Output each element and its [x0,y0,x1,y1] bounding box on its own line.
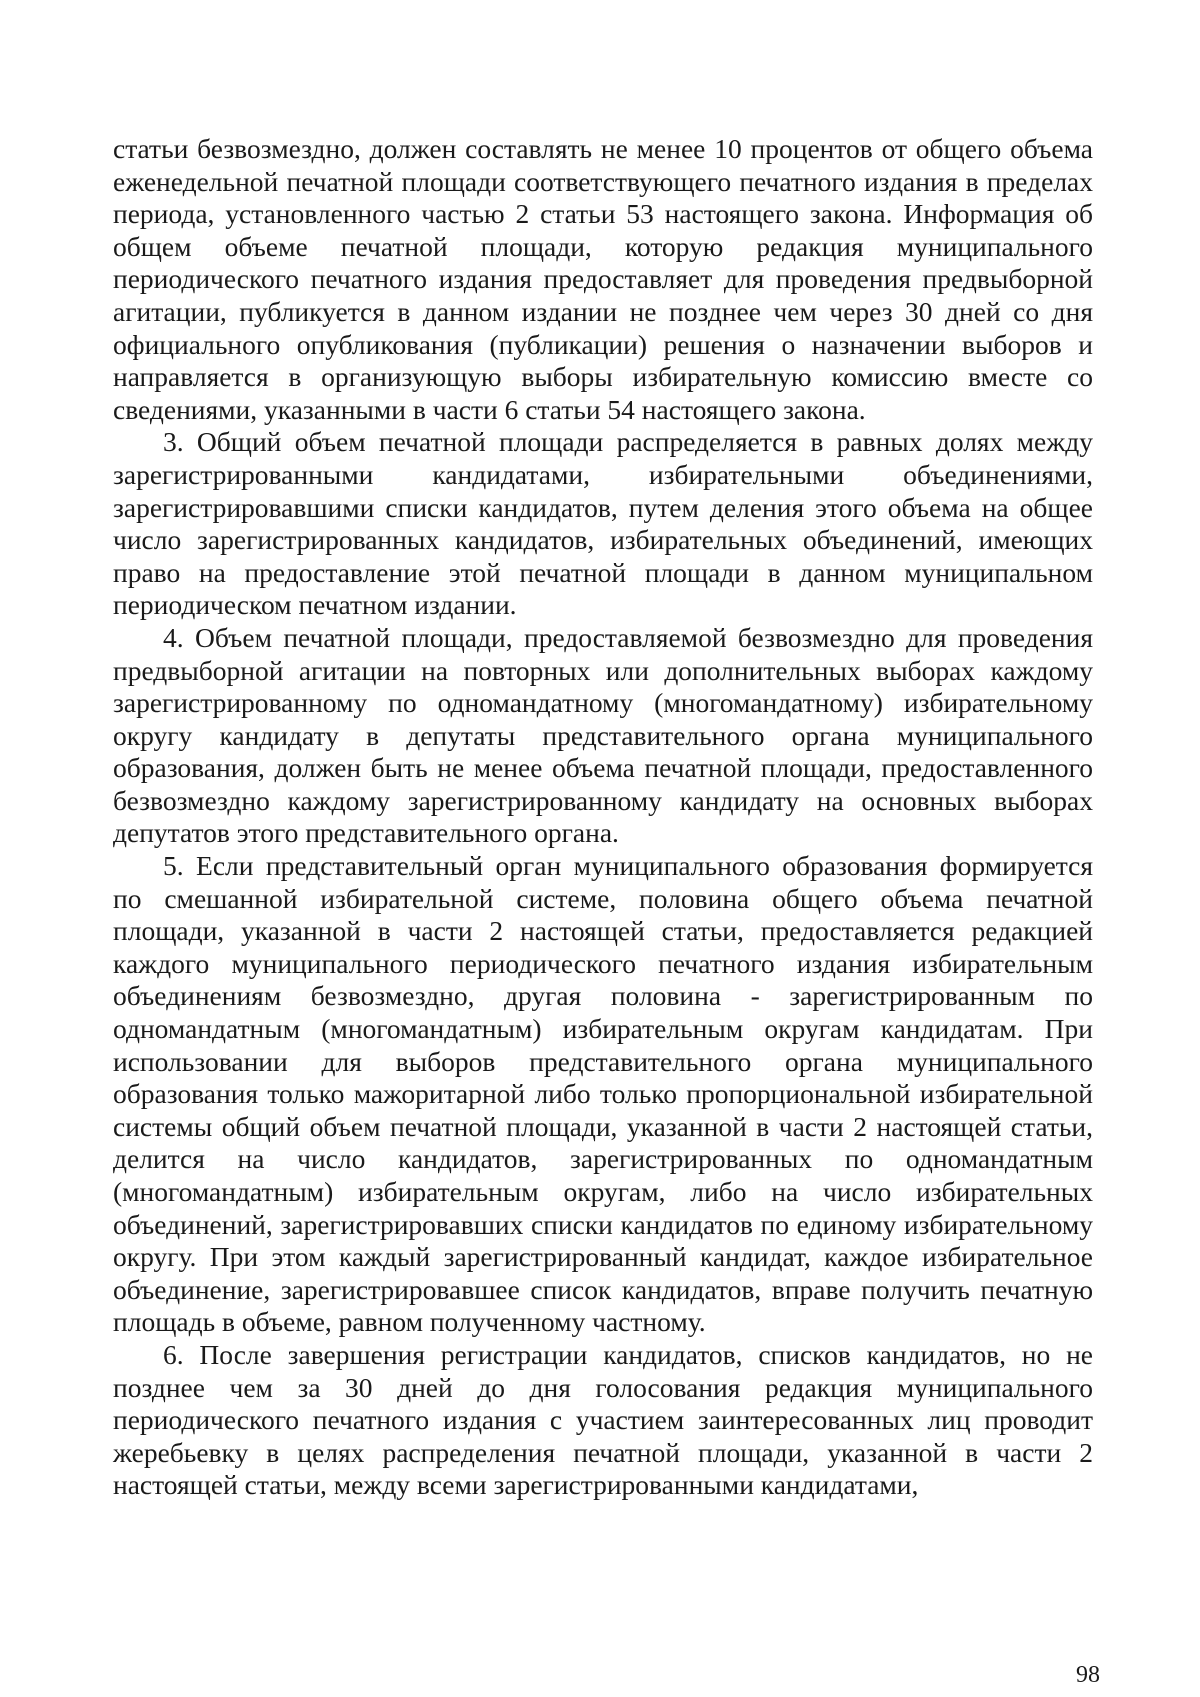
paragraph-item-6: 6. После завершения регистрации кандидатов, списков кандидатов, но не позднее чем за 30 дней до дня голосования редакция муниципального периодического печатного издания с участием заинтересованных лиц проводит жеребьевку в целях распределения печатной площади, указанной в части 2 настоящей статьи, между всеми зарегистрированными кандидатами, [113,1338,1093,1501]
document-body [113,133,1093,1502]
page-number: 98 [1076,1662,1100,1688]
paragraph-item-3: 3. Общий объем печатной площади распределяется в равных долях между зарегистрированными кандидатами, избирательными объединениями, зарегистрировавшими списки кандидатов, путем деления этого объема на общее число зарегистрированных кандидатов, избирательных объединений, имеющих право на предоставление этой печатной площади в данном муниципальном периодическом печатном издании. [113,426,1093,621]
paragraph-continuation: статьи безвозмездно, должен составлять не менее 10 процентов от общего объема еженедельной печатной площади соответствующего печатного издания в пределах периода, установленного частью 2 статьи 53 настоящего закона. Информация об общем объеме печатной площади, которую редакция муниципального периодического печатного издания предоставляет для проведения предвыборной агитации, публикуется в данном издании не позднее чем через 30 дней со дня официального опубликования (публикации) решения о назначении выборов и направляется в организующую выборы избирательную комиссию вместе со сведениями, указанными в части 6 статьи 54 настоящего закона. [113,133,1093,425]
paragraph-item-4: 4. Объем печатной площади, предоставляемой безвозмездно для проведения предвыборной агитации на повторных или дополнительных выборах каждому зарегистрированному по одномандатному (многомандатному) избирательному округу кандидату в депутаты представительного органа муниципального образования, должен быть не менее объема печатной площади, предоставленного безвозмездно каждому зарегистрированному кандидату на основных выборах депутатов этого представительного органа. [113,621,1093,849]
paragraph-item-5: 5. Если представительный орган муниципального образования формируется по смешанной избирательной системе, половина общего объема печатной площади, указанной в части 2 настоящей статьи, предоставляется редакцией каждого муниципального периодического печатного издания избирательным объединениям безвозмездно, другая половина - зарегистрированным по одномандатным (многомандатным) избирательным округам кандидатам. При использовании для выборов представительного органа муниципального образования только мажоритарной либо только пропорциональной избирательной системы общий объем печатной площади, указанной в части 2 настоящей статьи, делится на число кандидатов, зарегистрированных по одномандатным (многомандатным) избирательным округам, либо на число избирательных объединений, зарегистрировавших списки кандидатов по единому избирательному округу. При этом каждый зарегистрированный кандидат, каждое избирательное объединение, зарегистрировавшее список кандидатов, вправе получить печатную площадь в объеме, равном полученному частному. [113,850,1093,1338]
